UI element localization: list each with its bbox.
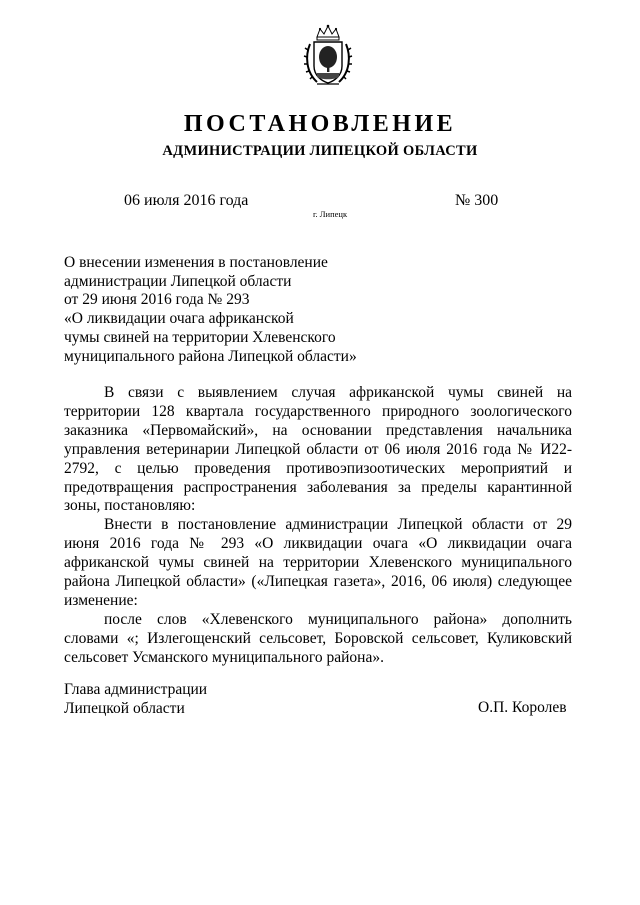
- signature-position: [64, 681, 207, 718]
- document-city: г. Липецк: [313, 209, 348, 219]
- document-title: ПОСТАНОВЛЕНИЕ: [183, 111, 457, 137]
- subject-line: от 29 июня 2016 года № 293: [64, 291, 250, 309]
- coat-of-arms-icon: [303, 24, 353, 88]
- body-paragraph: после слов «Хлевенского муниципального района» дополнить словами «; Излегощенский сельсовет, Боровской сельсовет, Куликовский сельсовет Усманского муниципального района».: [64, 610, 572, 666]
- signature-name: О.П. Королев: [478, 699, 567, 716]
- document-body: [64, 384, 572, 668]
- subject-line: «О ликвидации очага африканской: [64, 310, 294, 328]
- document-subtitle: АДМИНИСТРАЦИИ ЛИПЕЦКОЙ ОБЛАСТИ: [162, 143, 478, 159]
- subject-line: администрации Липецкой области: [64, 272, 292, 290]
- subject-line: О внесении изменения в постановление: [64, 254, 328, 271]
- body-paragraph: В связи с выявлением случая африканской чумы свиней на территории 128 квартала государственного природного зоологического заказника «Первомайский», на основании представления начальника управления ветеринарии Липецкой области от 06 июля 2016 года № И22-2792, с целью проведения противоэпизоотических мероприятий и предотвращения распространения заболевания за пределы карантинной зоны, постановляю:: [64, 384, 572, 515]
- document-subject: [64, 254, 384, 366]
- body-paragraph: Внести в постановление администрации Липецкой области от 29 июня 2016 года № 293 «О ликвидации очага «О ликвидации очага африканской чумы свиней на территории Хлевенского муниципального района Липецкой области» («Липецкая газета», 2016, 06 июля) следующее изменение:: [64, 516, 572, 609]
- signature-position-line: Липецкой области: [64, 699, 185, 717]
- subject-line: муниципального района Липецкой области»: [64, 347, 357, 365]
- signature-position-line: Глава администрации: [64, 681, 208, 698]
- document-number: № 300: [455, 192, 499, 209]
- subject-line: чумы свиней на территории Хлевенского: [64, 328, 336, 346]
- document-date: 06 июля 2016 года: [124, 192, 249, 209]
